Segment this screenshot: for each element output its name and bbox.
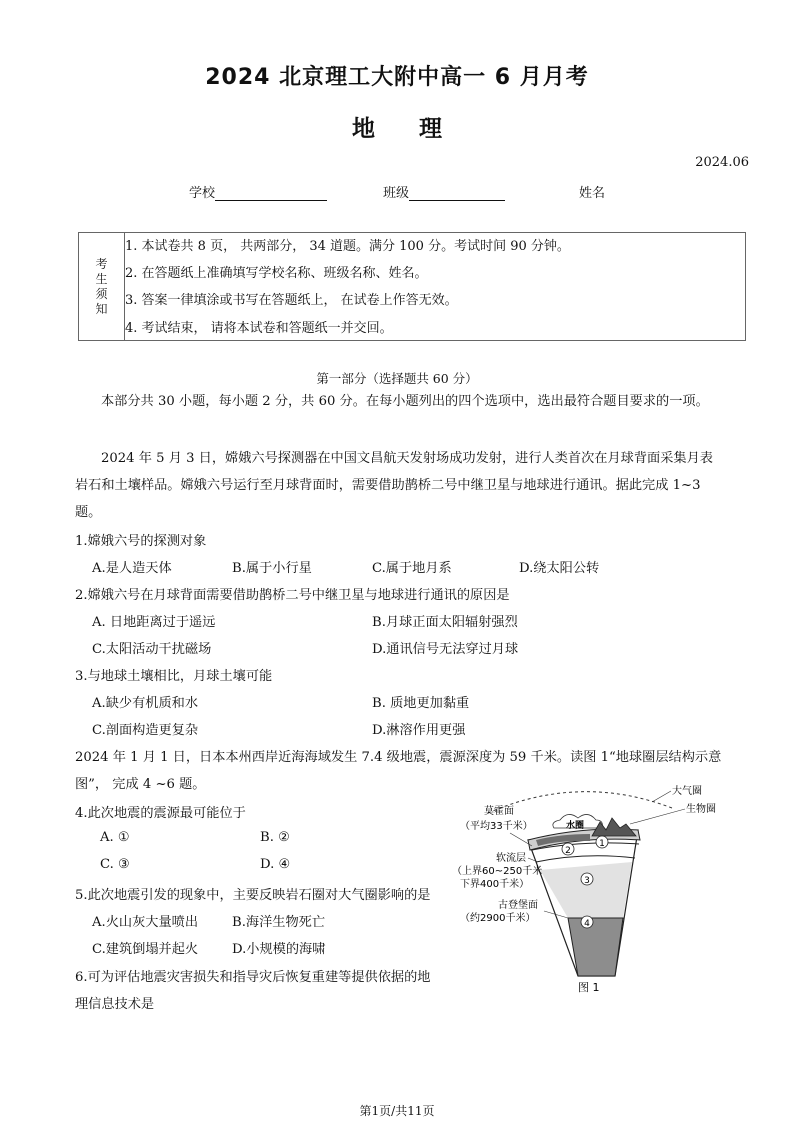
- notice-label: [79, 233, 125, 340]
- school-field: [189, 182, 327, 201]
- core-zone: [568, 918, 623, 976]
- label-biosphere: 生物圈: [686, 804, 716, 815]
- page-footer: 第1页/共11页: [359, 1104, 435, 1118]
- q3-option-c[interactable]: C.剖面构造更复杂: [92, 723, 199, 738]
- question-5-stem: 5.此次地震引发的现象中，主要反映岩石圈对大气圈影响的是: [75, 888, 431, 903]
- question-4-stem: 4.此次地震的震源最可能位于: [75, 806, 246, 821]
- class-field: [383, 182, 505, 201]
- exam-notice-box: [78, 232, 746, 341]
- name-label: 姓名: [579, 186, 606, 201]
- q1-option-c[interactable]: C.属于地月系: [372, 561, 452, 576]
- leader-biosphere: [630, 809, 685, 824]
- q2-option-b[interactable]: B.月球正面太阳辐射强烈: [372, 615, 518, 630]
- subject-char: 理: [419, 116, 442, 142]
- label-asthenosphere: 软流层: [496, 853, 526, 864]
- q4-option-d[interactable]: D. ④: [260, 857, 291, 872]
- label-asth-lower: 下界400千米）: [460, 879, 530, 890]
- school-label: 学校: [189, 186, 216, 201]
- notice-label-char: 须: [95, 286, 108, 301]
- label-hydrosphere: 水圈: [566, 821, 585, 831]
- q4-option-b[interactable]: B. ②: [260, 830, 290, 845]
- q5-option-c[interactable]: C.建筑倒塌并起火: [92, 942, 199, 957]
- q2-option-d[interactable]: D.通讯信号无法穿过月球: [372, 642, 519, 657]
- q4-option-a[interactable]: A. ①: [100, 830, 130, 845]
- class-label: 班级: [383, 186, 410, 201]
- question-6-stem-cont: 理信息技术是: [75, 997, 155, 1012]
- q3-option-a[interactable]: A.缺少有机质和水: [92, 696, 199, 711]
- exam-date: 2024.06: [695, 155, 749, 170]
- question-1-stem: 1.嫦娥六号的探测对象: [75, 534, 207, 549]
- q1-option-a[interactable]: A.是人造天体: [92, 561, 172, 576]
- label-moho: 莫霍面: [484, 806, 514, 817]
- name-field: [579, 182, 605, 201]
- marker-4-label: 4: [584, 919, 590, 929]
- q1-option-b[interactable]: B.属于小行星: [232, 561, 312, 576]
- section-intro: 本部分共 30 小题，每小题 2 分，共 60 分。在每小题列出的四个选项中，选出最符合题目要求的一项。: [101, 394, 709, 409]
- notice-label-char: 生: [95, 271, 108, 286]
- question-6-stem: 6.可为评估地震灾害损失和指导灾后恢复重建等提供依据的地: [75, 970, 431, 985]
- marker-2-label: 2: [565, 846, 571, 856]
- leader-atmosphere: [652, 791, 671, 802]
- notice-item: 3. 答案一律填涂或书写在答题纸上， 在试卷上作答无效。: [125, 293, 458, 308]
- passage-1: 2024 年 5 月 3 日，嫦娥六号探测器在中国文昌航天发射场成功发射，进行人类首次在月球背面采集月表岩石和土壤样品。嫦娥六号运行至月球背面时，需要借助鹊桥二号中继卫星与地球进行通讯。据此完成 1~3 题。: [75, 451, 713, 520]
- exam-title: 2024 北京理工大附中高一 6 月月考: [205, 65, 589, 90]
- class-blank[interactable]: [409, 186, 505, 201]
- q5-option-b[interactable]: B.海洋生物死亡: [232, 915, 326, 930]
- question-2-stem: 2.嫦娥六号在月球背面需要借助鹊桥二号中继卫星与地球进行通讯的原因是: [75, 588, 510, 603]
- marker-1-label: 1: [599, 839, 605, 849]
- q1-option-d[interactable]: D.绕太阳公转: [519, 561, 600, 576]
- notice-label-char: 考: [95, 256, 108, 271]
- label-gutenberg: 古登堡面: [498, 900, 538, 911]
- q3-option-d[interactable]: D.淋溶作用更强: [372, 723, 466, 738]
- notice-item: 4. 考试结束， 请将本试卷和答题纸一并交回。: [125, 321, 393, 336]
- label-moho-depth: （平均33千米）: [460, 821, 533, 832]
- q2-option-c[interactable]: C.太阳活动干扰磁场: [92, 642, 212, 657]
- earth-layers-figure: [440, 778, 740, 1003]
- notice-item: 2. 在答题纸上准确填写学校名称、班级名称、姓名。: [125, 266, 428, 281]
- passage-2: 2024 年 1 月 1 日，日本本州西岸近海海域发生 7.4 级地震，震源深度为 59 千米。读图 1“地球圈层结构示意图”， 完成 4 ~6 题。: [75, 750, 722, 792]
- marker-3-label: 3: [584, 876, 590, 886]
- figure-caption: 图 1: [578, 981, 600, 994]
- notice-label-char: 知: [95, 301, 108, 316]
- school-blank[interactable]: [215, 186, 327, 201]
- question-3-stem: 3.与地球土壤相比，月球土壤可能: [75, 669, 273, 684]
- atmosphere-arc: [488, 792, 672, 813]
- section-title: 第一部分（选择题共 60 分）: [316, 371, 478, 386]
- label-asth-upper: （上界60~250千米: [452, 866, 543, 877]
- notice-items: [125, 233, 745, 340]
- label-gutenberg-depth: （约2900千米）: [460, 913, 536, 924]
- q5-option-d[interactable]: D.小规模的海啸: [232, 942, 326, 957]
- label-atmosphere: 大气圈: [672, 786, 702, 797]
- q3-option-b[interactable]: B. 质地更加黏重: [372, 696, 470, 711]
- subject-char: 地: [352, 116, 375, 142]
- notice-item: 1. 本试卷共 8 页， 共两部分， 34 道题。满分 100 分。考试时间 90 分钟。: [125, 239, 570, 254]
- q4-option-c[interactable]: C. ③: [100, 857, 130, 872]
- q2-option-a[interactable]: A. 日地距离过于遥远: [92, 615, 216, 630]
- subject-title: [0, 110, 794, 143]
- q5-option-a[interactable]: A.火山灰大量喷出: [92, 915, 199, 930]
